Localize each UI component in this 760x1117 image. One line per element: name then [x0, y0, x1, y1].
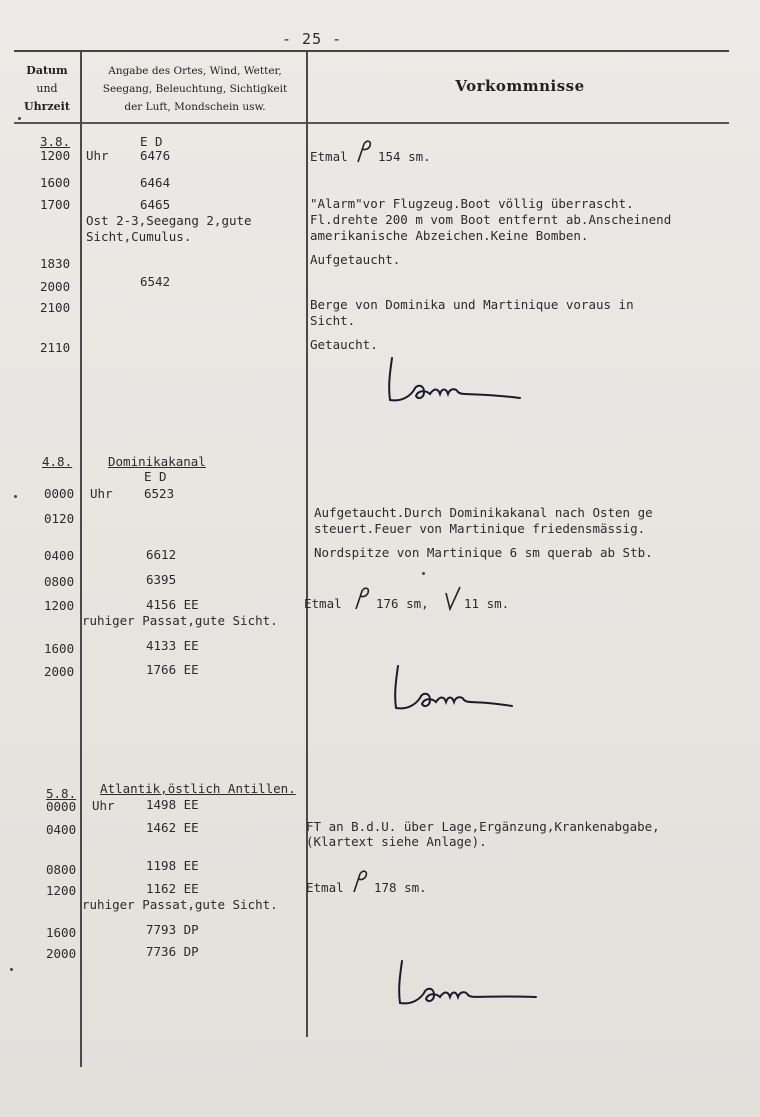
signature-loewe — [390, 955, 550, 1015]
entry-time: 1200 — [40, 148, 71, 163]
entry-time: 2110 — [40, 340, 71, 355]
entry-date: 4.8. — [42, 454, 73, 469]
entry-location: Atlantik,östlich Antillen. — [100, 781, 296, 796]
entry-text: 154 sm. — [378, 149, 431, 164]
entry-text: 11 sm. — [464, 596, 510, 611]
entry-text: Etmal — [304, 596, 342, 611]
header-events: Vorkommnisse — [455, 77, 585, 95]
entry-grid-square: 4133 EE — [146, 638, 199, 653]
entry-grid-square: 1462 EE — [146, 820, 199, 835]
entry-time: 1700 — [40, 197, 71, 212]
header-location-line1: Angabe des Ortes, Wind, Wetter, — [108, 65, 282, 77]
ink-speck — [10, 968, 13, 971]
entry-text: Berge von Dominika und Martinique voraus in — [310, 297, 634, 312]
entry-text: Aufgetaucht.Durch Dominikakanal nach Osten ge — [314, 505, 653, 520]
entry-text: "Alarm"vor Flugzeug.Boot völlig überrascht. — [310, 196, 634, 211]
entry-time: 1200 — [46, 883, 77, 898]
entry-uhr: Uhr — [92, 798, 115, 813]
entry-time: 2100 — [40, 300, 71, 315]
entry-grid-square: 7736 DP — [146, 944, 199, 959]
entry-grid-square: 6464 — [140, 175, 171, 190]
header-und-label: und — [36, 82, 58, 95]
grid-header-ed: E D — [144, 469, 167, 484]
handwritten-mark — [354, 138, 378, 164]
signature-loewe — [388, 660, 548, 720]
handwritten-mark — [352, 585, 376, 611]
entry-weather: Ost 2-3,Seegang 2,gute — [86, 213, 252, 228]
entry-uhr: Uhr — [86, 148, 109, 163]
entry-grid-square: 1162 EE — [146, 881, 199, 896]
entry-weather: ruhiger Passat,gute Sicht. — [82, 897, 278, 912]
entry-location: Dominikakanal — [108, 454, 206, 469]
header-location-weather — [84, 62, 306, 116]
entry-text: 178 sm. — [374, 880, 427, 895]
ink-speck — [14, 495, 17, 498]
entry-time: 0000 — [46, 799, 77, 814]
header-time-label: Uhrzeit — [24, 100, 70, 113]
ink-speck — [18, 117, 21, 120]
entry-time: 1600 — [44, 641, 75, 656]
header-bottom-rule — [14, 122, 729, 124]
entry-grid-square: 1766 EE — [146, 662, 199, 677]
entry-text: Nordspitze von Martinique 6 sm querab ab Stb. — [314, 545, 653, 560]
signature-loewe — [380, 352, 540, 412]
entry-grid-square: 1498 EE — [146, 797, 199, 812]
entry-time: 1600 — [46, 925, 77, 940]
entry-grid-square: 6465 — [140, 197, 171, 212]
table-top-rule — [14, 50, 729, 52]
entry-grid-square: 6476 — [140, 148, 171, 163]
entry-time: 2000 — [44, 664, 75, 679]
handwritten-mark — [444, 585, 464, 611]
entry-time: 0400 — [46, 822, 77, 837]
column-divider-1 — [80, 52, 82, 1067]
entry-time: 0800 — [46, 862, 77, 877]
entry-time: 0000 — [44, 486, 75, 501]
entry-text: steuert.Feuer von Martinique friedensmässig. — [314, 521, 646, 536]
header-date-time — [16, 62, 78, 116]
entry-time: 1830 — [40, 256, 71, 271]
entry-text: Aufgetaucht. — [310, 252, 401, 267]
entry-uhr: Uhr — [90, 486, 113, 501]
entry-text: 176 sm, — [376, 596, 429, 611]
header-date-label: Datum — [26, 64, 68, 77]
ink-speck — [422, 572, 425, 575]
entry-weather: Sicht,Cumulus. — [86, 229, 192, 244]
entry-grid-square: 7793 DP — [146, 922, 199, 937]
entry-grid-square: 6542 — [140, 274, 171, 289]
header-location-line2: Seegang, Beleuchtung, Sichtigkeit — [102, 83, 288, 95]
entry-time: 0120 — [44, 511, 75, 526]
entry-time: 2000 — [46, 946, 77, 961]
entry-text: Fl.drehte 200 m vom Boot entfernt ab.Anscheinend — [310, 212, 672, 227]
entry-weather: ruhiger Passat,gute Sicht. — [82, 613, 278, 628]
entry-time: 2000 — [40, 279, 71, 294]
entry-time: 1200 — [44, 598, 75, 613]
entry-grid-square: 6612 — [146, 547, 177, 562]
entry-text: Etmal — [306, 880, 344, 895]
entry-grid-square: 6395 — [146, 572, 177, 587]
grid-header-ed: E D — [140, 134, 163, 149]
entry-text: amerikanische Abzeichen.Keine Bomben. — [310, 228, 589, 243]
entry-date: 5.8. — [46, 786, 77, 801]
handwritten-mark — [350, 868, 374, 894]
page-number: - 25 - — [282, 30, 343, 48]
entry-text: (Klartext siehe Anlage). — [306, 834, 487, 849]
entry-grid-square: 4156 EE — [146, 597, 199, 612]
entry-text: Getaucht. — [310, 337, 378, 352]
entry-text: FT an B.d.U. über Lage,Ergänzung,Krankenabgabe, — [306, 819, 660, 834]
entry-text: Sicht. — [310, 313, 356, 328]
entry-time: 0800 — [44, 574, 75, 589]
entry-text: Etmal — [310, 149, 348, 164]
entry-date: 3.8. — [40, 134, 71, 149]
entry-grid-square: 1198 EE — [146, 858, 199, 873]
entry-time: 1600 — [40, 175, 71, 190]
header-location-line3: der Luft, Mondschein usw. — [124, 101, 266, 113]
entry-time: 0400 — [44, 548, 75, 563]
entry-grid-square: 6523 — [144, 486, 175, 501]
